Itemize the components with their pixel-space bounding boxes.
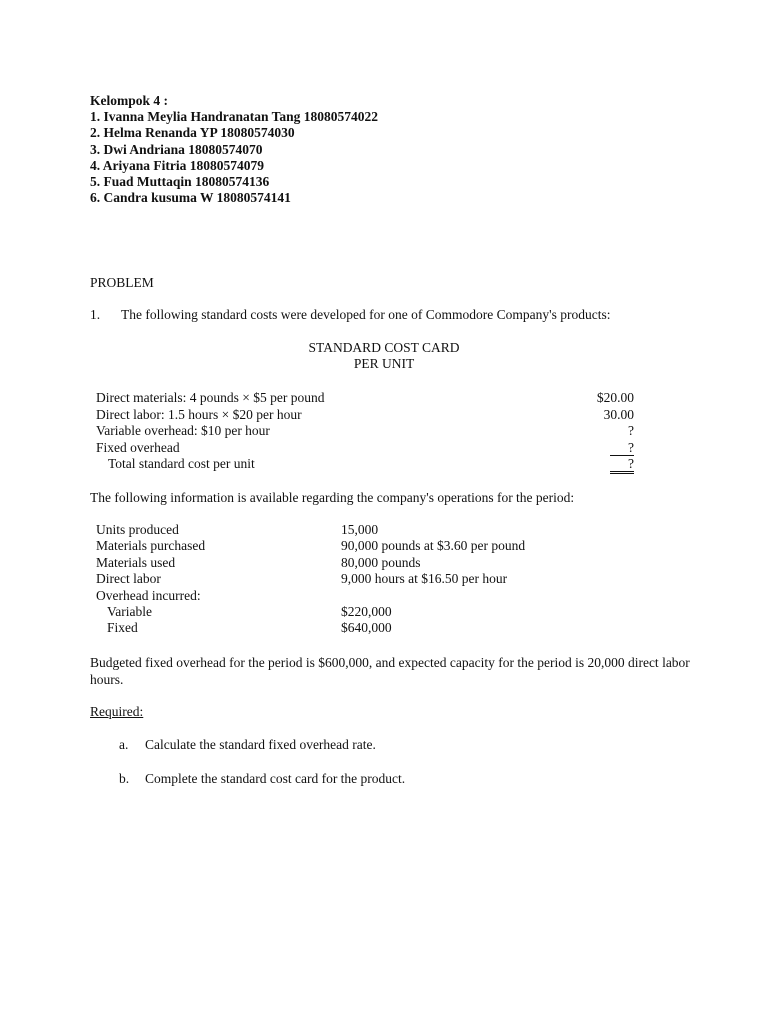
info-value: 80,000 pounds <box>341 554 421 570</box>
cost-card-table <box>96 390 634 473</box>
cost-amount: ? <box>628 423 634 439</box>
cost-card-title: STANDARD COST CARD <box>308 340 460 355</box>
cost-card-total-row <box>96 456 634 473</box>
info-value: $640,000 <box>341 620 392 636</box>
item-letter: a. <box>119 737 129 752</box>
info-row <box>96 604 525 620</box>
info-value: 90,000 pounds at $3.60 per pound <box>341 538 526 554</box>
cost-amount: 30.00 <box>603 406 634 422</box>
question-intro: The following standard costs were developed for one of Commodore Company's products: <box>121 307 611 322</box>
group-header <box>90 93 378 206</box>
item-letter: b. <box>119 771 130 786</box>
info-label: Variable <box>107 603 152 619</box>
member-item: 3. Dwi Andriana 18080574070 <box>90 141 263 157</box>
info-label: Overhead incurred: <box>96 587 201 603</box>
info-row <box>96 538 525 554</box>
cost-label: Fixed overhead <box>96 439 180 455</box>
member-item: 2. Helma Renanda YP 18080574030 <box>90 125 295 141</box>
member-item: 5. Fuad Muttaqin 18080574136 <box>90 173 270 189</box>
member-item: 4. Ariyana Fitria 18080574079 <box>90 157 264 173</box>
required-item-a <box>119 737 376 754</box>
info-label: Materials purchased <box>96 538 206 554</box>
required-colon: : <box>139 704 144 719</box>
required-item-b <box>119 771 405 788</box>
required-heading <box>90 704 143 721</box>
info-row <box>96 588 525 604</box>
cost-amount: ? <box>610 456 634 474</box>
item-text: Calculate the standard fixed overhead rate. <box>145 737 376 752</box>
info-label: Direct labor <box>96 571 161 587</box>
info-label: Units produced <box>96 522 179 537</box>
cost-amount: ? <box>610 440 634 456</box>
cost-card-row <box>96 390 634 407</box>
info-row <box>96 571 525 587</box>
cost-card-row <box>96 423 634 440</box>
info-row <box>96 522 525 538</box>
required-label: Required <box>90 704 140 719</box>
info-row <box>96 620 525 636</box>
cost-label: Variable overhead: $10 per hour <box>96 423 270 439</box>
cost-label: Total standard cost per unit <box>108 456 255 472</box>
cost-card-row <box>96 407 634 424</box>
info-label: Materials used <box>96 554 176 570</box>
info-intro: The following information is available regarding the company's operations for the period: <box>90 490 575 505</box>
info-row <box>96 555 525 571</box>
member-item: 1. Ivanna Meylia Handranatan Tang 18080574022 <box>90 109 379 125</box>
question-number: 1. <box>90 307 101 322</box>
cost-label: Direct labor: 1.5 hours × $20 per hour <box>96 406 302 422</box>
member-item: 6. Candra kusuma W 18080574141 <box>90 190 291 206</box>
problem-title: PROBLEM <box>90 275 154 290</box>
group-title: Kelompok 4 : <box>90 93 169 108</box>
info-value: $220,000 <box>341 603 392 619</box>
info-value: 9,000 hours at $16.50 per hour <box>341 571 508 587</box>
item-text: Complete the standard cost card for the product. <box>145 771 406 786</box>
operations-table <box>96 522 525 637</box>
cost-card-subtitle: PER UNIT <box>353 356 415 371</box>
info-label: Fixed <box>107 620 138 636</box>
budget-paragraph: Budgeted fixed overhead for the period is $600,000, and expected capacity for the period is 20,000 direct labor hours. <box>90 655 690 687</box>
cost-card-row <box>96 440 634 457</box>
info-value: 15,000 <box>341 522 379 537</box>
cost-amount: $20.00 <box>596 390 634 405</box>
cost-label: Direct materials: 4 pounds × $5 per pound <box>96 390 325 405</box>
